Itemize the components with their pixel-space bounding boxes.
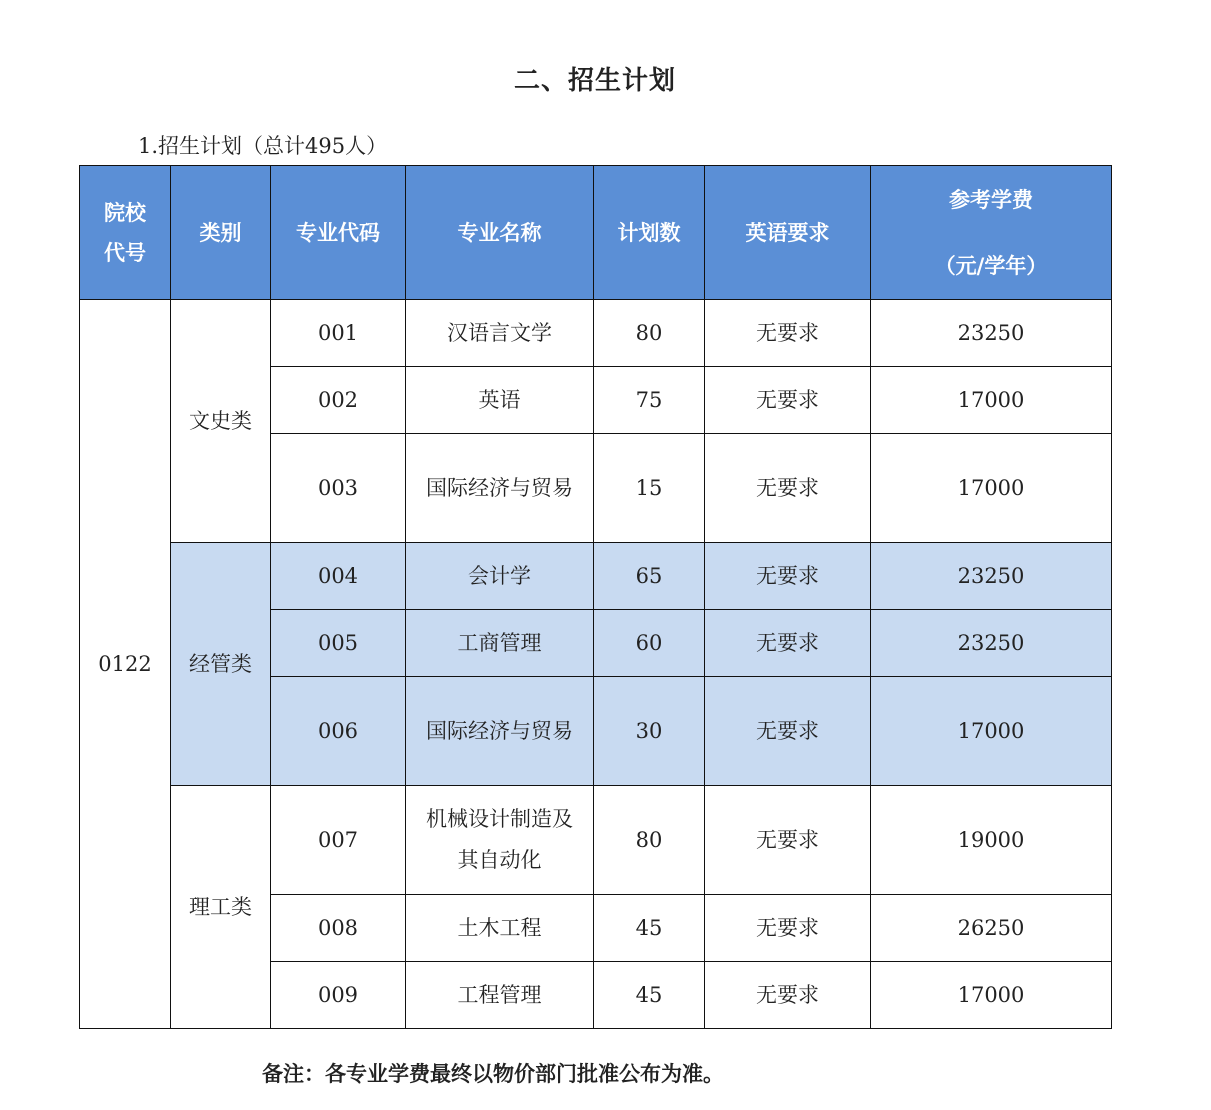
major-code-cell: 001	[271, 300, 406, 367]
plan-count-cell: 30	[594, 677, 705, 786]
tuition-fee-cell: 17000	[871, 434, 1112, 543]
major-name-cell: 汉语言文学	[406, 300, 594, 367]
major-code-cell: 006	[271, 677, 406, 786]
header-english-requirement: 英语要求	[705, 166, 871, 300]
table-header-row	[80, 166, 1112, 300]
header-school-code: 院校代号	[80, 166, 171, 300]
plan-count-cell: 80	[594, 300, 705, 367]
major-code-cell: 008	[271, 895, 406, 962]
table-row	[80, 300, 1112, 367]
english-requirement-cell: 无要求	[705, 895, 871, 962]
school-code-cell: 0122	[80, 300, 171, 1029]
category-cell: 理工类	[171, 786, 271, 1029]
english-requirement-cell: 无要求	[705, 610, 871, 677]
major-name-cell: 英语	[406, 367, 594, 434]
major-code-cell: 003	[271, 434, 406, 543]
header-plan-count: 计划数	[594, 166, 705, 300]
header-major-code: 专业代码	[271, 166, 406, 300]
major-name-cell: 土木工程	[406, 895, 594, 962]
plan-count-cell: 15	[594, 434, 705, 543]
tuition-fee-cell: 23250	[871, 610, 1112, 677]
page-title: 二、招生计划	[513, 66, 676, 96]
english-requirement-cell: 无要求	[705, 677, 871, 786]
tuition-fee-cell: 17000	[871, 962, 1112, 1029]
major-name-cell: 工商管理	[406, 610, 594, 677]
category-cell: 经管类	[171, 543, 271, 786]
tuition-fee-cell: 17000	[871, 367, 1112, 434]
english-requirement-cell: 无要求	[705, 543, 871, 610]
major-name-cell: 会计学	[406, 543, 594, 610]
header-fee-line1: 参考学费	[949, 186, 1033, 212]
major-name-cell: 机械设计制造及其自动化	[406, 786, 594, 895]
major-code-cell: 009	[271, 962, 406, 1029]
major-name-cell: 国际经济与贸易	[406, 677, 594, 786]
tuition-fee-cell: 23250	[871, 543, 1112, 610]
table-row	[80, 543, 1112, 610]
plan-count-cell: 45	[594, 895, 705, 962]
major-code-cell: 005	[271, 610, 406, 677]
header-major-name: 专业名称	[406, 166, 594, 300]
table-row	[80, 786, 1112, 895]
english-requirement-cell: 无要求	[705, 434, 871, 543]
english-requirement-cell: 无要求	[705, 786, 871, 895]
plan-count-cell: 65	[594, 543, 705, 610]
plan-count-cell: 75	[594, 367, 705, 434]
english-requirement-cell: 无要求	[705, 962, 871, 1029]
plan-count-cell: 80	[594, 786, 705, 895]
major-name-cell: 国际经济与贸易	[406, 434, 594, 543]
section-subtitle: 1.招生计划（总计495人）	[138, 134, 388, 158]
english-requirement-cell: 无要求	[705, 300, 871, 367]
plan-count-cell: 45	[594, 962, 705, 1029]
enrollment-plan-table	[79, 165, 1112, 1029]
header-tuition-fee	[871, 166, 1112, 300]
tuition-fee-cell: 23250	[871, 300, 1112, 367]
major-code-cell: 007	[271, 786, 406, 895]
header-fee-line2: （元/学年）	[934, 252, 1048, 278]
header-category: 类别	[171, 166, 271, 300]
footnote: 备注：各专业学费最终以物价部门批准公布为准。	[262, 1061, 724, 1086]
tuition-fee-cell: 19000	[871, 786, 1112, 895]
tuition-fee-cell: 26250	[871, 895, 1112, 962]
major-name-cell: 工程管理	[406, 962, 594, 1029]
english-requirement-cell: 无要求	[705, 367, 871, 434]
tuition-fee-cell: 17000	[871, 677, 1112, 786]
category-cell: 文史类	[171, 300, 271, 543]
major-code-cell: 002	[271, 367, 406, 434]
major-code-cell: 004	[271, 543, 406, 610]
plan-count-cell: 60	[594, 610, 705, 677]
